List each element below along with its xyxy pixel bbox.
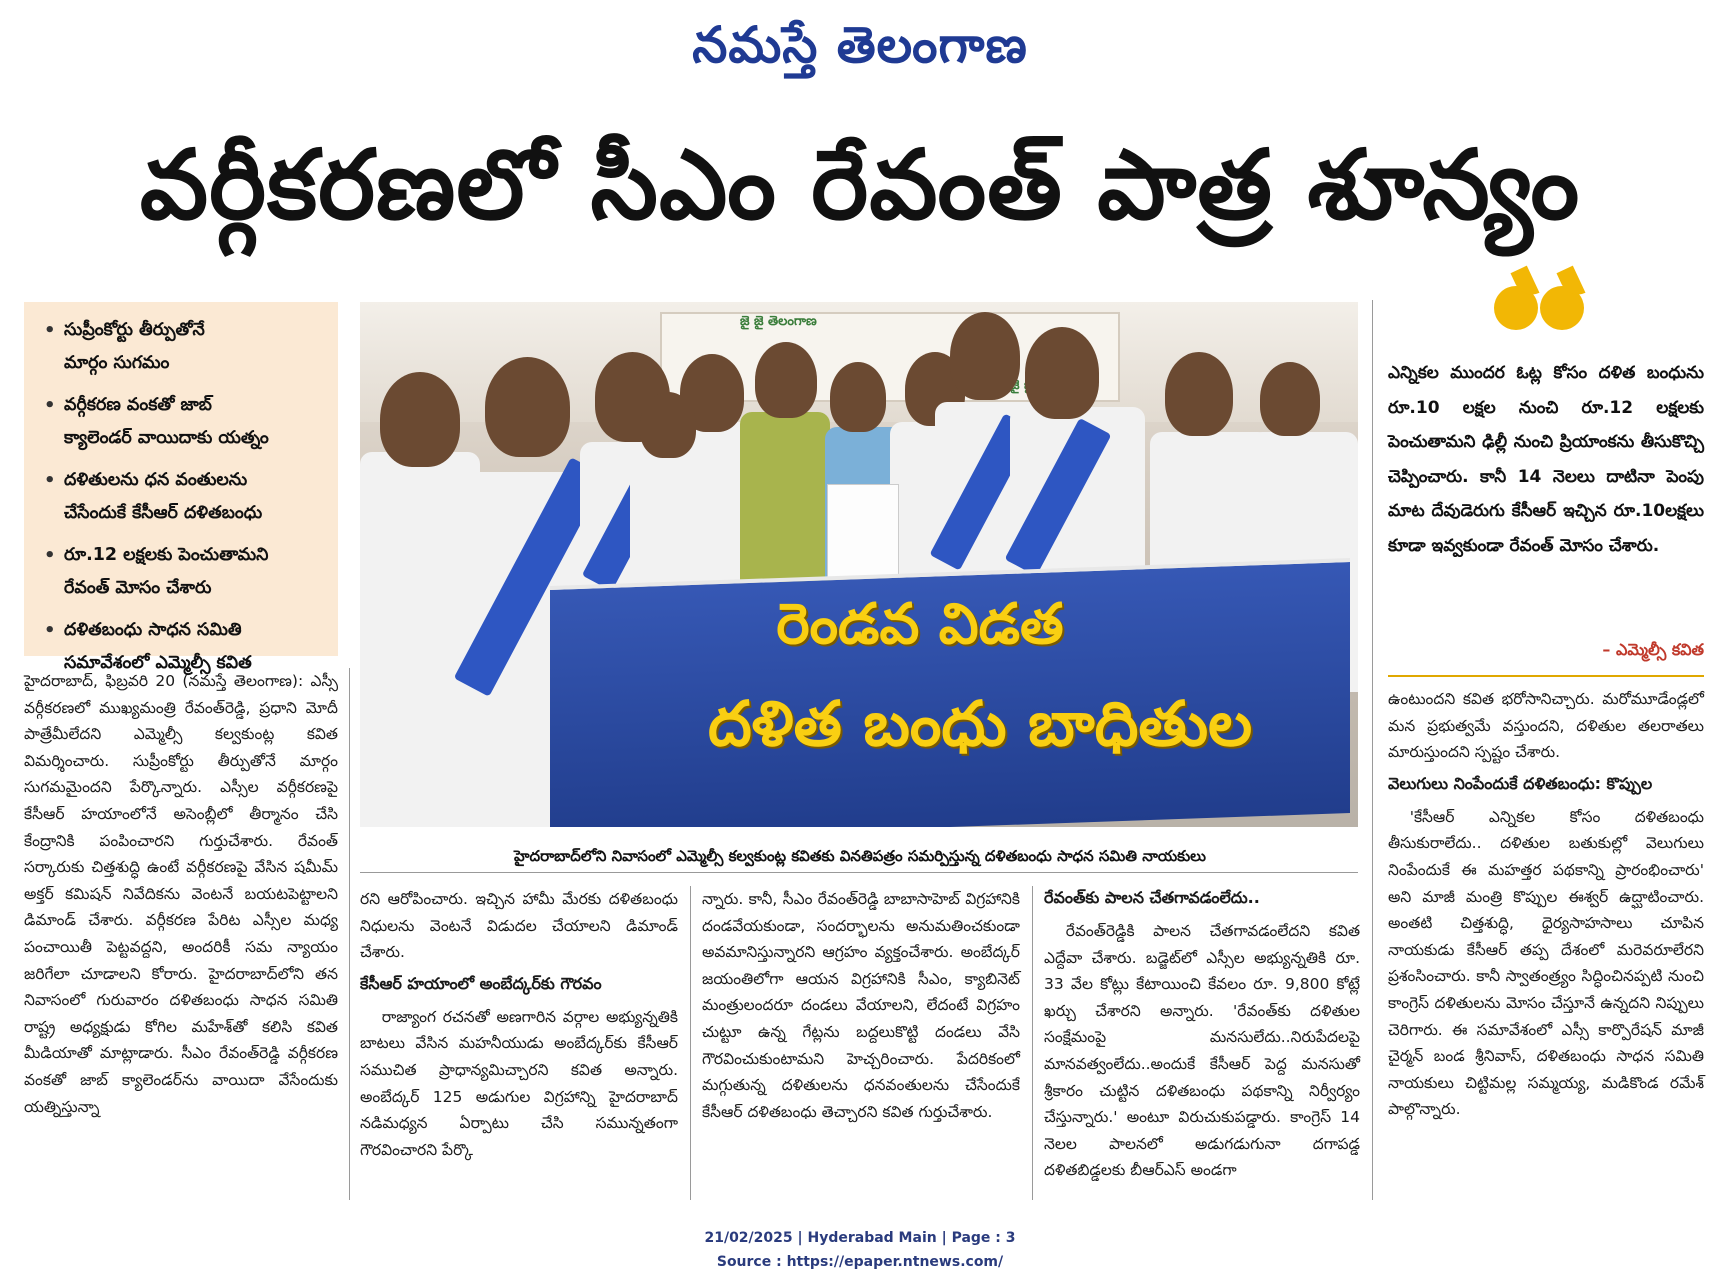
article-paragraph: హైదరాబాద్, ఫిబ్రవరి 20 (నమస్తే తెలంగాణ): ఎస్సీ వర్గీకరణలో ముఖ్యమంత్రి రేవంత్‌రెడ్డి, ప్రధాని మోదీ పాత్రేమీలేదని ఎమ్మెల్సీ కల్వకుంట్ల కవిత విమర్శించారు. సుప్రీంకోర్టు తీర్పుతోనే మార్గం సుగమమైందని పేర్కొన్నారు. ఎస్సీల వర్గీకరణపై కేసీఆర్ హయాంలోనే అసెంబ్లీలో తీర్మానం చేసి కేంద్రానికి పంపించారని గుర్తుచేశారు. రేవంత్ సర్కారుకు చిత్తశుద్ధి ఉంటే వర్గీకరణపై వేసిన షమీమ్ అక్తర్ కమిషన్ నివేదికను వెంటనే బయటపెట్టాలని డిమాండ్ చేశారు. వర్గీకరణ పేరిట ఎస్సీల మధ్య పంచాయితీ పెట్టవద్దని, అందరికీ సమ న్యాయం జరిగేలా చూడాలని కోరారు. హైదరాబాద్‌లోని తన నివాసంలో గురువారం దళితబంధు సాధన సమితి రాష్ట్ర అధ్యక్షుడు కోగిల మహేశ్‌తో కలిసి కవిత మీడియాతో మాట్లాడారు. సీఎం రేవంత్‌రెడ్డి వర్గీకరణ వంకతో జాబ్ క్యాలెండర్‌ను వాయిదా వేసేందుకు యత్నిస్తున్నా — [24, 672, 338, 1116]
article-column-5 — [1388, 686, 1704, 1123]
article-paragraph: రాజ్యాంగ రచనతో అణగారిన వర్గాల అభ్యున్నతికి బాటలు వేసిన మహనీయుడు అంబేద్కర్‌కు కేసీఆర్ సముచిత ప్రాధాన్యమిచ్చారని కవిత అన్నారు. అంబేద్కర్ 125 అడుగుల విగ్రహాన్ని హైదరాబాద్ నడిమధ్యన ఏర్పాటు చేసి సమున్నతంగా గౌరవించారని పేర్కొ — [360, 1007, 678, 1159]
article-column-3 — [702, 886, 1020, 1125]
banner-text: రెండవ విడత — [776, 592, 1064, 657]
column-divider — [349, 668, 350, 1200]
person-head — [485, 357, 570, 457]
bullet-icon: • — [44, 470, 56, 491]
divider — [360, 872, 1358, 873]
subheading: కేసీఆర్ హయాంలో అంబేద్కర్‌కు గౌరవం — [360, 973, 602, 993]
highlight-item: • దళితులను ధన వంతులను చేసేందుకే కేసీఆర్ దళితబంధు — [38, 464, 328, 530]
subheading: వెలుగులు నింపేందుకే దళితబంధు: కొప్పుల — [1388, 773, 1653, 793]
highlight-item: • సుప్రీంకోర్టు తీర్పుతోనే మార్గం సుగమం — [38, 314, 328, 380]
bullet-icon: • — [44, 620, 56, 641]
page-headline: వర్గీకరణలో సీఎం రేవంత్ పాత్ర శూన్యం — [139, 129, 1581, 241]
person-head — [380, 372, 460, 467]
article-paragraph: న్నారు. కానీ, సీఎం రేవంత్‌రెడ్డి బాబాసాహెబ్ విగ్రహానికి దండవేయకుండా, సందర్భాలను అనుమతించకుండా అవమానిస్తున్నారని ఆగ్రహం వ్యక్తంచేశారు. అంబేద్కర్ జయంతిలోగా ఆయన విగ్రహానికి సీఎం, క్యాబినెట్ మంత్రులందరూ దండలు వేయాలని, లేదంటే విగ్రహం చుట్టూ ఉన్న గేట్లను బద్దలుకొట్టి దండలు వేసి గౌరవించుకుంటామని హెచ్చరించారు. పేదరికంలో మగ్గుతున్న దళితులను ధనవంతులను చేసేందుకే కేసీఆర్ దళితబంధు తెచ్చారని కవిత గుర్తుచేశారు. — [702, 890, 1020, 1121]
person-figure — [740, 412, 830, 582]
column-divider — [1032, 886, 1033, 1200]
highlights-box — [24, 302, 338, 673]
quote-attribution: – ఎమ్మెల్సీ కవిత — [1602, 640, 1704, 659]
footer-source: Source : https://epaper.ntnews.com/ — [716, 1254, 1004, 1270]
masthead-logo: నమస్తే తెలంగాణ — [692, 15, 1028, 74]
highlight-item: • దళితబంధు సాధన సమితి సమావేశంలో ఎమ్మెల్సీ కవిత — [38, 614, 328, 680]
bullet-icon: • — [44, 395, 56, 416]
pull-quote: ఎన్నికల ముందర ఓట్ల కోసం దళిత బంధును రూ.10 లక్షల నుంచి రూ.12 లక్షలకు పెంచుతామని ఢిల్లీ నుంచి ప్రియాంకను తీసుకొచ్చి చెప్పించారు. కానీ 14 నెలలు దాటినా పెంపు మాట దేవుడెరుగు కేసీఆర్ ఇచ్చిన రూ.10లక్షలు కూడా ఇవ్వకుండా రేవంత్ మోసం చేశారు. — [1388, 363, 1704, 556]
person-head — [1025, 327, 1099, 419]
article-paragraph: 'కేసీఆర్ ఎన్నికల కోసం దళితబంధు తీసుకురాలేదు.. దళితుల బతుకుల్లో వెలుగులు నింపేందుకే ఈ మహత్తర పథకాన్ని ప్రారంభించారు' అని మాజీ మంత్రి కొప్పుల ఈశ్వర్ ఉద్ఘాటించారు. అంతటి చిత్తశుద్ధి, ధైర్యసాహసాలు చూపిన నాయకుడు కేసీఆర్ తప్ప దేశంలో మరెవరూలేరని ప్రశంసించారు. కానీ స్వాతంత్ర్యం సిద్ధించినప్పటి నుంచి కాంగ్రెస్ దళితులను మోసం చేస్తూనే ఉన్నదని నిప్పులు చెరిగారు. ఈ సమావేశంలో ఎస్సీ కార్పొరేషన్ మాజీ చైర్మన్ బండ శ్రీనివాస్, దళితబంధు సాధన సమితి నాయకులు చిట్టిమల్ల సమ్మయ్య, మడికొండ రమేశ్ పాల్గొన్నారు. — [1388, 807, 1704, 1119]
bullet-icon: • — [44, 545, 56, 566]
article-paragraph: రేవంత్‌రెడ్డికి పాలన చేతగావడంలేదని కవిత ఎద్దేవా చేశారు. బడ్జెట్‌లో ఎస్సీల అభ్యున్నతికి రూ. 33 వేల కోట్లు కేటాయించి కేవలం రూ. 9,800 కోట్లే ఖర్చు చేశారని అన్నారు. 'రేవంత్‌కు దళితుల సంక్షేమంపై మనసులేదు..నిరుపేదలపై మానవత్వంలేదు..అందుకే కేసీఆర్ పెద్ద మనసుతో శ్రీకారం చుట్టిన దళితబంధు పథకాన్ని నిర్వీర్యం చేస్తున్నారు.' అంటూ విరుచుకుపడ్డారు. కాంగ్రెస్ 14 నెలల పాలనలో అడుగడుగునా దగాపడ్డ దళితబిడ్డలకు బీఆర్‌ఎస్ అండగా — [1044, 922, 1360, 1180]
divider — [1388, 675, 1704, 677]
subheading: రేవంత్‌కు పాలన చేతగావడంలేదు.. — [1044, 888, 1260, 907]
article-paragraph: ఉంటుందని కవిత భరోసానిచ్చారు. మరోమూడేండ్లలో మన ప్రభుత్వమే వస్తుందని, దళితుల తలరాతలు మారుస్తుందని స్పష్టం చేశారు. — [1388, 690, 1704, 762]
petition-paper — [827, 484, 899, 578]
person-head — [1260, 362, 1320, 436]
poster-text: జై — [1010, 378, 1020, 393]
article-paragraph: రని ఆరోపించారు. ఇచ్చిన హామీ మేరకు దళితబంధు నిధులను వెంటనే విడుదల చేయాలని డిమాండ్ చేశారు. — [360, 890, 678, 962]
column-divider — [690, 886, 691, 1200]
photo-caption: హైదరాబాద్‌లోని నివాసంలో ఎమ్మెల్సీ కల్వకుంట్ల కవితకు వినతిపత్రం సమర్పిస్తున్న దళితబంధు సాధన సమితి నాయకులు — [514, 847, 1206, 865]
highlight-item: • రూ.12 లక్షలకు పెంచుతామని రేవంత్ మోసం చేశారు — [38, 539, 328, 605]
article-column-1 — [24, 668, 338, 1120]
person-head — [640, 392, 696, 458]
person-head — [1165, 352, 1233, 436]
person-head — [755, 342, 817, 418]
column-divider — [1372, 300, 1373, 1200]
person-head — [950, 312, 1020, 400]
article-column-2 — [360, 886, 678, 1163]
poster-text: జై జై తెలంగాణ — [740, 314, 817, 329]
news-photo — [360, 302, 1358, 827]
quote-icon — [1490, 286, 1590, 356]
person-figure — [630, 447, 740, 567]
footer-date-edition: 21/02/2025 | Hyderabad Main | Page : 3 — [704, 1230, 1016, 1246]
highlight-item: • వర్గీకరణ వంకతో జాబ్ క్యాలెండర్ వాయిదాకు యత్నం — [38, 389, 328, 455]
article-column-4 — [1044, 880, 1360, 1184]
bullet-icon: • — [44, 320, 56, 341]
person-head — [830, 362, 886, 432]
banner-text: దళిత బంధు బాధితుల — [707, 687, 1253, 760]
